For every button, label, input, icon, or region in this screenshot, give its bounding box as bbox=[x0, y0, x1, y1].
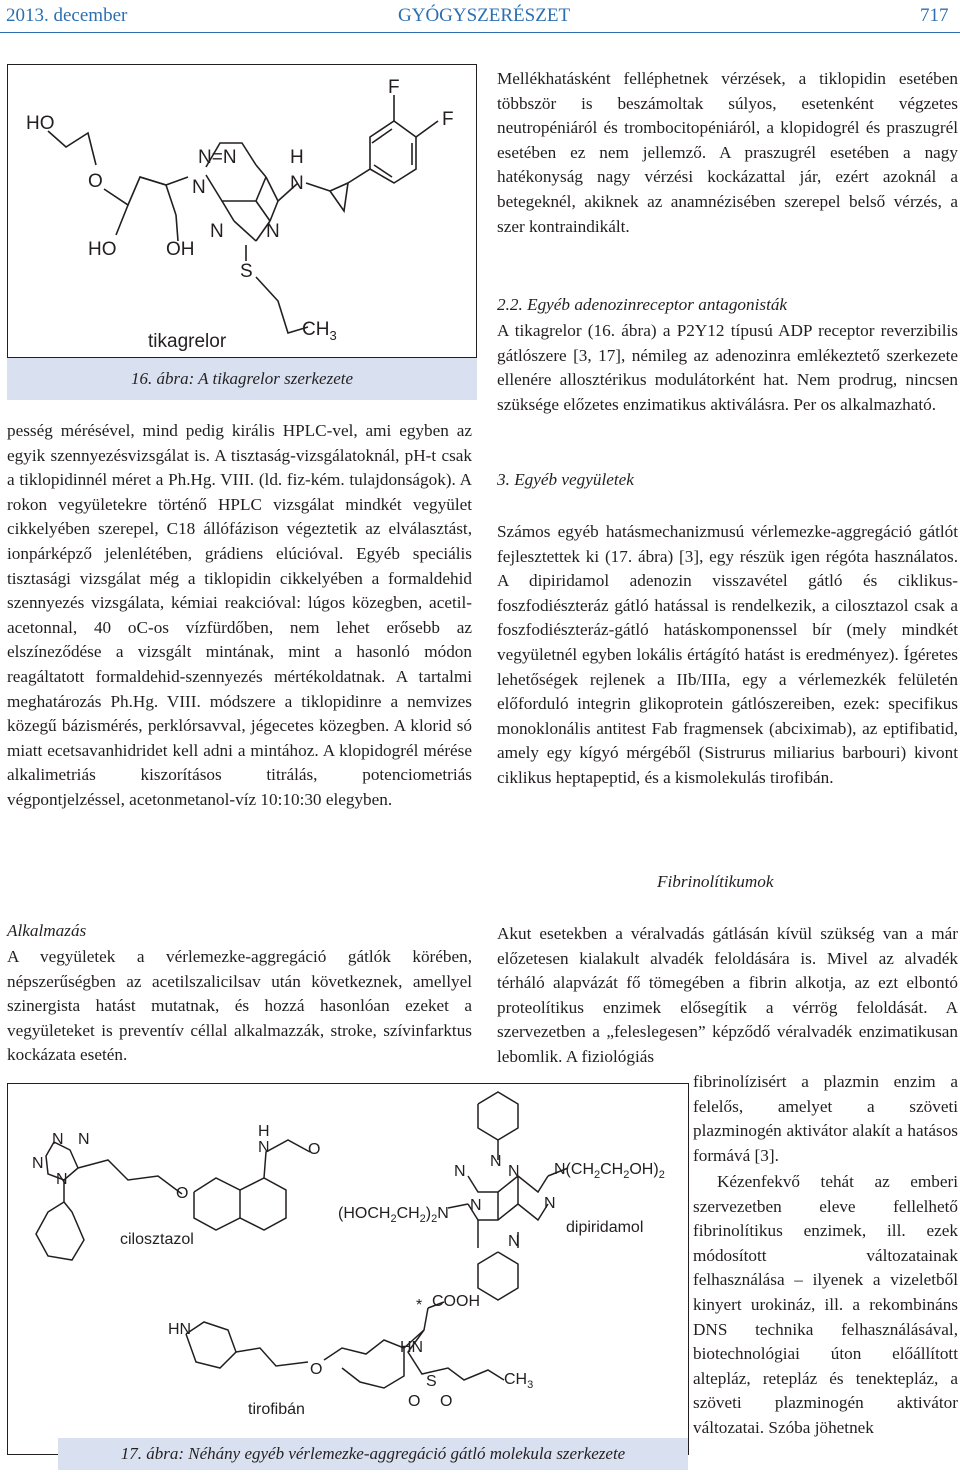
svg-text:O: O bbox=[308, 1141, 321, 1158]
svg-text:O: O bbox=[440, 1393, 453, 1410]
atom-N1: N bbox=[192, 177, 206, 198]
tikagrelor-structure bbox=[8, 65, 476, 357]
atom-OH: OH bbox=[166, 239, 195, 260]
svg-text:N: N bbox=[78, 1131, 90, 1148]
molecule-name-dipiridamol: dipiridamol bbox=[566, 1219, 644, 1236]
svg-text:HN: HN bbox=[168, 1321, 192, 1338]
svg-text:N: N bbox=[454, 1163, 466, 1180]
atom-H: H bbox=[290, 147, 304, 168]
svg-text:O: O bbox=[176, 1185, 189, 1202]
molecule-name-cilosztazol: cilosztazol bbox=[120, 1231, 194, 1248]
atom-CH3: $CH_3$ bbox=[302, 319, 337, 343]
svg-text:CH3: $CH_3$ bbox=[504, 1371, 534, 1391]
header-page-number: 717 bbox=[920, 5, 949, 26]
heading-alkalmazas: Alkalmazás bbox=[7, 921, 87, 940]
heading-3: 3. Egyéb vegyületek bbox=[497, 470, 634, 489]
molecule-name-tirofiban: tirofibán bbox=[248, 1401, 305, 1418]
heading-fibrinolitikumok: Fibrinolítikumok bbox=[657, 872, 774, 891]
svg-text:N: N bbox=[508, 1233, 520, 1250]
svg-text:N: N bbox=[490, 1153, 502, 1170]
atom-O: O bbox=[88, 171, 103, 192]
svg-text:*: * bbox=[416, 1297, 423, 1314]
figure-16-box bbox=[7, 64, 477, 358]
molecule-name-tikagrelor: tikagrelor bbox=[148, 331, 227, 352]
atom-N2: N bbox=[210, 221, 224, 242]
svg-text:N: N bbox=[52, 1131, 64, 1148]
figure-16-caption-bar bbox=[7, 358, 477, 400]
svg-text:COOH: COOH bbox=[432, 1293, 480, 1310]
page-header bbox=[0, 0, 960, 33]
figure-17-caption: 17. ábra: Néhány egyéb vérlemezke-aggregáció gátló molekula szerkezete bbox=[58, 1438, 688, 1470]
left-column-paragraph-2: A vegyületek a vérlemezke-aggregáció gátlók körében, népszerűségben az acetilszalicilsav után következnek, amellyel szinergista hatást mutatnak, és hozzá hasonlóan ezeket a vegyületeket is preventív céllal alkalmazzák, stroke, szívinfarktus kockázata esetén. bbox=[7, 947, 472, 1065]
svg-text:N: N bbox=[258, 1139, 270, 1156]
svg-text:H: H bbox=[258, 1123, 270, 1140]
atom-S: S bbox=[240, 261, 253, 282]
atom-F1: F bbox=[388, 77, 400, 98]
svg-text:HN: HN bbox=[400, 1339, 424, 1356]
atom-N-N: N=N bbox=[198, 147, 237, 168]
svg-text:N: N bbox=[470, 1197, 482, 1214]
right-column-paragraph-2: A tikagrelor (16. ábra) a P2Y12 típusú ADP receptor reverzibilis gátlószere [3, 17], némileg az adenozinra emlékeztető szerkezete ellenére allosztérikus modulátorként hat. Nem prodrug, nincsen szüksége előzetes enzimatikus aktiválásra. Per os alkalmazható. bbox=[497, 321, 958, 414]
svg-text:N: N bbox=[56, 1171, 68, 1188]
svg-text:(HOCH2CH2)2N: $(HOCH_2CH_2)_2N$ bbox=[338, 1205, 449, 1225]
atom-HO-top: HO bbox=[26, 113, 55, 134]
header-journal: GYÓGYSZERÉSZET bbox=[398, 5, 571, 26]
svg-text:O: O bbox=[310, 1361, 323, 1378]
left-column-paragraph-1: pesség mérésével, mind pedig királis HPLC-vel, ami egyben az egyik szennyezésvizsgálat is. A tisztaság-vizsgálatoknál, pH-t csak a tiklopidinnél méret a Ph.Hg. VIII. (ld. fiz-kém. tulajdonságok). A rokon vegyületekre történő HPLC vizsgálat mindkét vegyület cikkelyében szerepel, C18 állófázison végeztetik az elválasztást, ionpárképző jelenlétében, grádiens elúcióval. Egyéb speciális tisztasági vizsgálat még a tiklopidin cikkelyében a formaldehid szennyezés vizsgálata, kémiai reakcióval: lúgos közegben, acetil-acetonnal, 40 oC-os vízfürdőben, nem lehet erősebb az elszíneződése a vizsgált mintának, mint a hasonló módon reagáltatott formaldehid-szennyezés mértékoldatnak. A tartalmi meghatározás Ph.Hg. VIII. módszere a tiklopidinre a nemvizes közegű bázismérés, perklórsavval, jégecetes közegben. A klorid só miatt ecetsavanhidridet kell adni a mintához. A klopidogrél mérése alkalimetriás kiszorításos titrálás, potenciometriás végpontjelzéssel, acetonmetanol-víz 10:10:30 elegyben. bbox=[7, 421, 472, 809]
svg-text:S: S bbox=[426, 1373, 437, 1390]
svg-text:N: N bbox=[544, 1195, 556, 1212]
figure-17-structures bbox=[8, 1084, 688, 1454]
svg-text:N: N bbox=[508, 1163, 520, 1180]
right-column-paragraph-6: Kézenfekvő tehát az emberi szervezetben eleve fellelhető fibrinolítikus enzimek, ill. ezek módosított változatainak felhasználása – ilyenek a vizeletből kinyert urokináz, ill. a rekombináns DNS technika felhasználásával, biotechnológiai úton előállított altepláz, retepláz és tenektepláz, a szöveti plazminogén aktivátor változatai. Szóba jöhetnek bbox=[693, 1172, 958, 1437]
svg-text:O: O bbox=[408, 1393, 421, 1410]
right-column-paragraph-4: Akut esetekben a véralvadás gátlásán kívül szükség van a már előzetesen kialakult alvadék feloldására is. Mivel az alvadék térháló alapvázát fő tömegében a fibrin alkotja, az ezt elbontó proteolítikus enzimek elősegítik a vérrög feloldását. A szervezetben a „feleslegesen” képződő véralvadék enzimatikusan lebomlik. A fiziológiás bbox=[497, 924, 958, 1066]
atom-F2: F bbox=[442, 109, 454, 130]
figure-16-caption: 16. ábra: A tikagrelor szerkezete bbox=[130, 369, 354, 388]
right-column-paragraph-5: fibrinolízisért a plazmin enzim a felelős, amelyet a szöveti plazminogén aktivátor alakít a hatásos formává [3]. bbox=[693, 1072, 958, 1165]
right-column-paragraph-1: Mellékhatásként felléphetnek vérzések, a tiklopidin esetében többször is beszámoltak súlyos, esetenként végzetes neutropéniáról és trombocitopéniáról, a klopidogrél és praszugrél esetében ez nem jellemző. A praszugrél esetében a nagy hatékonyság nagy vérzési kockázattal jár, ezért azoknál a betegeknél, akiknek az anamnézisében szerepel belső vérzés, a szer kontraindikált. bbox=[497, 69, 958, 236]
header-date: 2013. december bbox=[6, 5, 128, 26]
atom-N4: N bbox=[290, 173, 304, 194]
figure-17-box bbox=[7, 1083, 689, 1455]
svg-text:N(CH2CH2OH)2: $N(CH_2CH_2OH)_2$ bbox=[554, 1161, 665, 1181]
heading-2-2: 2.2. Egyéb adenozinreceptor antagonisták bbox=[497, 295, 788, 314]
right-column-paragraph-3: Számos egyéb hatásmechanizmusú vérlemezke-aggregáció gátlót fejlesztettek ki (17. ábra) [3], egy részük igen régóta használatos. A dipiridamol adenozin visszavétel gátló és ciklikus-foszfodiészteráz gátló hatással is rendelkezik, a cilosztazol csak a foszfodiészteráz-gátló hatáskomponenssel bír (mely mindkét vegyületnél egyben lokális értágító hatást is eredményez). Ígéretes lehetőségek rejlenek a IIb/IIIa, egy a vérlemezkék felületén előforduló integrin glikoprotein gátlószereiben, ezek: specifikus monoklonális antitest Fab fragmensek (abciximab), az eptifibatid, amely egy kígyó mérgéből (Sistrurus miliarius barbouri) kivont ciklikus heptapeptid, és a kismolekulás tirofibán. bbox=[497, 522, 958, 787]
svg-text:N: N bbox=[32, 1155, 44, 1172]
atom-HO-bottom: HO bbox=[88, 239, 117, 260]
tirofiban-structure bbox=[186, 1302, 504, 1388]
atom-N3: N bbox=[266, 221, 280, 242]
